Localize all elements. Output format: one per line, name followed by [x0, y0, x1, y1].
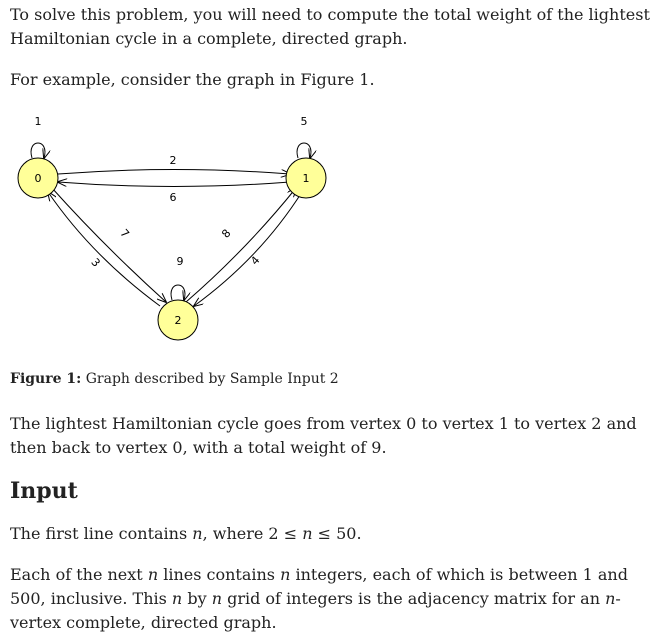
input-line-2 — [10, 563, 662, 635]
edge-label-self-1: 5 — [300, 115, 308, 128]
edge-1-to-2 — [194, 192, 302, 306]
edge-label-self-0: 1 — [34, 115, 42, 128]
input-line-2-text: grid of integers is the adjacency matrix for an — [222, 589, 606, 608]
edge-label-0-1: 2 — [169, 154, 177, 167]
edge-self-2 — [171, 285, 185, 300]
input-line-2-text: -vertex complete, directed graph. — [10, 589, 621, 632]
edge-self-0 — [31, 143, 45, 158]
edge-self-1 — [297, 143, 311, 158]
caption-label: Figure 1: — [10, 371, 82, 387]
input-line-1-text: The first line contains — [10, 524, 193, 543]
input-line-2-text: integers, each of which is between 1 and 500, inclusive. This — [10, 565, 628, 608]
edge-label-self-2: 9 — [176, 255, 184, 268]
math-var-n: n — [605, 589, 616, 608]
edge-label-0-2: 7 — [117, 226, 132, 241]
figure-1 — [10, 110, 350, 350]
example-paragraph: For example, consider the graph in Figure 1. — [10, 70, 375, 89]
figure-caption — [10, 369, 339, 389]
graph-diagram — [10, 110, 350, 350]
input-heading: Input — [10, 478, 78, 504]
input-line-2-text: by — [182, 589, 212, 608]
edge-label-1-0: 6 — [169, 191, 177, 204]
input-line-1-text: ≤ 50. — [312, 524, 362, 543]
node-label-2: 2 — [174, 314, 182, 327]
caption-text: Graph described by Sample Input 2 — [81, 371, 339, 387]
edge-0-to-1 — [58, 170, 290, 175]
intro-paragraph: To solve this problem, you will need to compute the total weight of the lightest Hamiltonian cycle in a complete, directed graph. — [10, 5, 650, 48]
edge-1-to-0 — [58, 182, 290, 187]
math-var-n: n — [171, 589, 183, 608]
math-var-n: n — [147, 565, 159, 584]
edge-2-to-0 — [48, 192, 160, 306]
edge-label-2-0: 3 — [88, 255, 103, 270]
input-line-2-text: lines contains — [158, 565, 281, 584]
edge-label-1-2: 4 — [248, 253, 263, 268]
input-line-1 — [10, 522, 662, 546]
input-line-2-text: Each of the next — [10, 565, 148, 584]
math-var-n: n — [211, 589, 222, 608]
edge-0-to-2 — [52, 188, 166, 302]
edge-label-2-1: 8 — [219, 226, 234, 241]
math-var-n: n — [192, 524, 203, 543]
result-paragraph: The lightest Hamiltonian cycle goes from vertex 0 to vertex 1 to vertex 2 and then back to vertex 0, with a total weight of 9. — [10, 414, 637, 457]
node-label-0: 0 — [34, 172, 42, 185]
math-var-n: n — [302, 524, 313, 543]
edge-2-to-1 — [186, 188, 296, 302]
input-line-1-text: , where 2 ≤ — [202, 524, 303, 543]
node-label-1: 1 — [302, 172, 310, 185]
math-var-n: n — [280, 565, 291, 584]
